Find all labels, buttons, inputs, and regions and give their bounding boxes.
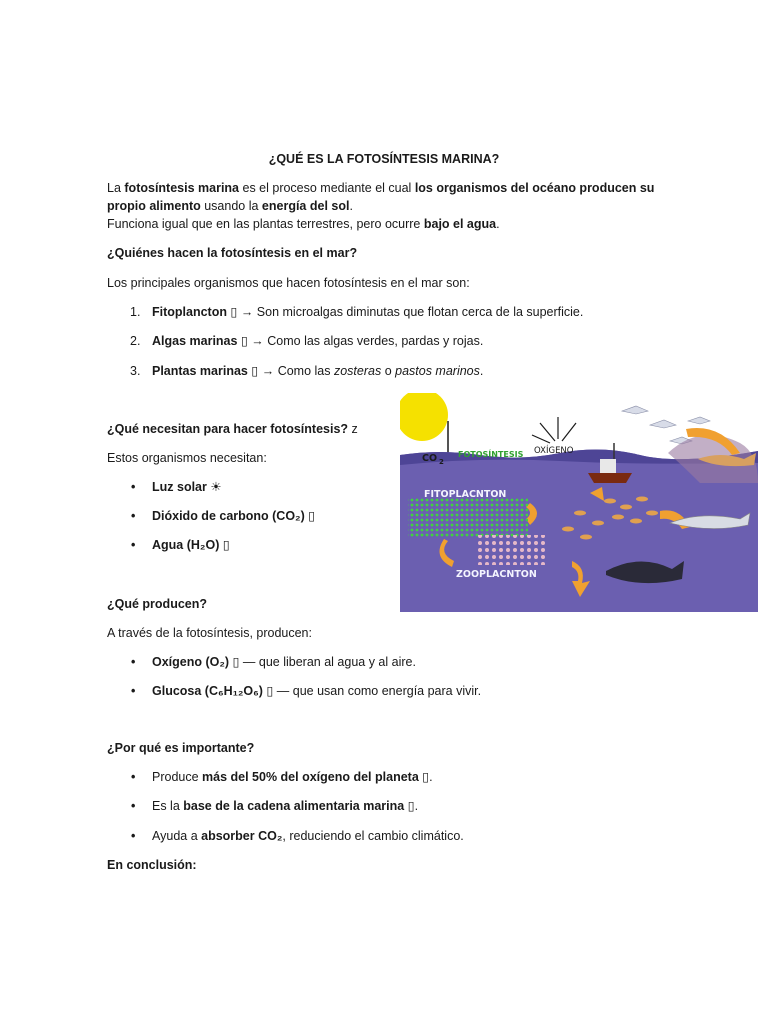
- section-lead-need: Estos organismos necesitan:: [107, 451, 267, 465]
- item-bold: Algas marinas: [152, 334, 238, 348]
- bullet: •: [131, 509, 136, 523]
- item-text: ▯: [219, 538, 230, 552]
- list-number: 1.: [130, 305, 141, 319]
- bullet: •: [131, 770, 136, 784]
- zooplankton-dots: [478, 535, 548, 565]
- item-bold: absorber CO₂: [201, 829, 283, 843]
- bullet: •: [131, 655, 136, 669]
- item-text: , reduciendo el cambio climático.: [282, 829, 464, 843]
- item-bold: Fitoplancton: [152, 305, 227, 319]
- list-item-cadena: [152, 798, 418, 815]
- page-title: ¿QUÉ ES LA FOTOSÍNTESIS MARINA?: [268, 152, 500, 166]
- list-item-glucosa: [152, 683, 481, 700]
- intro-paragraph-line-1: [107, 180, 654, 197]
- section-heading-produce: [107, 596, 207, 613]
- intro-text: Funciona igual que en las plantas terrestres, pero ocurre: [107, 217, 424, 231]
- intro-bold: propio alimento: [107, 199, 201, 213]
- zooplancton-label: ZOOPLACNTON: [456, 569, 537, 580]
- intro-paragraph-line-3: [107, 216, 500, 233]
- conclusion-heading: [107, 857, 197, 874]
- intro-bold: fotosíntesis marina: [124, 181, 240, 195]
- heading-text: ¿Quiénes hacen la fotosíntesis en el mar?: [107, 246, 358, 260]
- heading-text: ¿Qué producen?: [107, 597, 207, 611]
- list-item-plantas: [152, 363, 483, 380]
- intro-bold: energía del sol: [261, 199, 350, 213]
- fitoplancton-label: FITOPLACNTON: [424, 489, 507, 500]
- item-text: ▯.: [404, 799, 419, 813]
- item-bold: Agua (H₂O): [152, 538, 220, 552]
- list-item-oxigeno: [152, 654, 416, 671]
- fotosintesis-label: FOTOSÍNTESIS: [458, 450, 524, 459]
- intro-text: es el proceso mediante el cual: [239, 181, 415, 195]
- section-heading-who: [107, 245, 357, 262]
- intro-text: usando la: [200, 199, 262, 213]
- item-text: ▯ — que liberan al agua y al aire.: [229, 655, 416, 669]
- list-item-algas: [152, 333, 483, 350]
- illustration-svg: [400, 393, 758, 612]
- item-bold: Plantas marinas: [152, 364, 248, 378]
- item-italic: zosteras: [333, 364, 382, 378]
- section-lead-who: Los principales organismos que hacen fotosíntesis en el mar son:: [107, 276, 470, 290]
- heading-text: ¿Por qué es importante?: [107, 741, 255, 755]
- item-text: ▯ → Son microalgas diminutas que flotan cerca de la superficie.: [227, 305, 584, 319]
- heading-text: En conclusión:: [107, 858, 197, 872]
- item-bold: Luz solar ☀: [152, 480, 222, 494]
- list-item-agua: [152, 537, 230, 554]
- marine-photosynthesis-illustration: [400, 393, 758, 612]
- bullet: •: [131, 799, 136, 813]
- bullet: •: [131, 538, 136, 552]
- list-item-luz: [152, 479, 222, 496]
- list-item-oxigeno-planeta: [152, 769, 433, 786]
- list-item-co2: [152, 508, 315, 525]
- intro-bold: los organismos del océano producen su: [414, 181, 655, 195]
- intro-text: .: [496, 217, 500, 231]
- co2-label: CO: [422, 453, 438, 464]
- item-text: o: [381, 364, 396, 378]
- item-text: ▯ → Como las algas verdes, pardas y rojas.: [237, 334, 484, 348]
- list-number: 3.: [130, 364, 141, 378]
- item-bold: Dióxido de carbono (CO₂): [152, 509, 305, 523]
- intro-text: .: [349, 199, 353, 213]
- item-text: Es la: [152, 799, 184, 813]
- item-bold: Glucosa (C₆H₁₂O₆): [152, 684, 263, 698]
- intro-bold: bajo el agua: [423, 217, 497, 231]
- heading-suffix: z: [348, 422, 358, 436]
- item-text: Produce: [152, 770, 203, 784]
- list-number: 2.: [130, 334, 141, 348]
- item-text: .: [479, 364, 484, 378]
- bullet: •: [131, 684, 136, 698]
- section-heading-need: [107, 421, 358, 438]
- item-text: ▯ → Como las: [247, 364, 334, 378]
- list-item-absorber: [152, 828, 464, 845]
- co2-subscript: 2: [439, 458, 444, 466]
- item-bold: base de la cadena alimentaria marina: [183, 799, 405, 813]
- heading-text: ¿Qué necesitan para hacer fotosíntesis?: [107, 422, 349, 436]
- phytoplankton-dots: [408, 497, 528, 537]
- intro-text: La: [107, 181, 125, 195]
- item-text: Ayuda a: [152, 829, 202, 843]
- oxigeno-label: OXÍGENO: [534, 446, 574, 456]
- bullet: •: [131, 480, 136, 494]
- item-italic: pastos marinos: [395, 364, 480, 378]
- section-heading-important: [107, 740, 254, 757]
- bullet: •: [131, 829, 136, 843]
- item-bold: Oxígeno (O₂): [152, 655, 230, 669]
- section-lead-produce: A través de la fotosíntesis, producen:: [107, 626, 312, 640]
- item-text: ▯.: [418, 770, 433, 784]
- item-bold: más del 50% del oxígeno del planeta: [202, 770, 419, 784]
- intro-paragraph-line-2: [107, 198, 353, 215]
- list-item-fitoplancton: [152, 304, 583, 321]
- item-text: ▯ — que usan como energía para vivir.: [262, 684, 482, 698]
- item-text: ▯: [304, 509, 316, 523]
